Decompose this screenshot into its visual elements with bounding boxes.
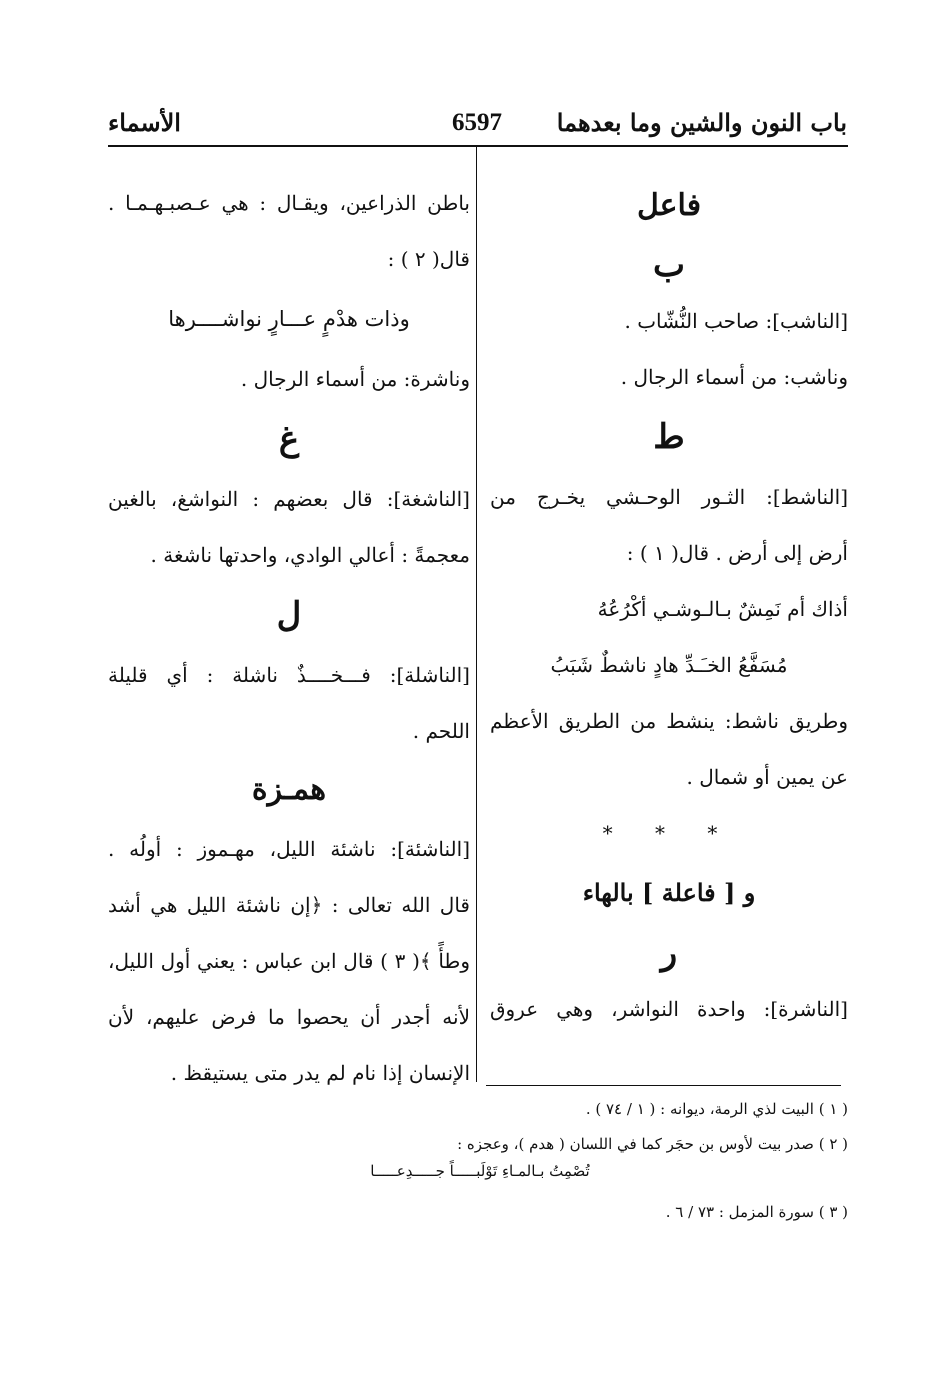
verse-line: مُسَفَّعُ الخـَـدِّ هادٍ ناشطٌ شَبَبُ [550, 653, 788, 677]
entry-nashit-line: أرض إلى أرض . قال( ١ ) : [626, 541, 848, 565]
separator-stars: * * * [602, 821, 736, 845]
entry-nashila-line: اللحم . [412, 719, 470, 743]
entry-nashia-line: قال الله تعالى : ﴿إن ناشئة الليل هي أشد [108, 893, 470, 917]
footnote-1: ( ١ ) البيت لذي الرمة، ديوانه : ( ١ / ٧٤ ) . [585, 1100, 848, 1118]
letter-heading-lam: ل [276, 595, 302, 635]
entry-nashira-cont: باطن الذراعين، ويقـال : هي عـصبـهـمـا . [108, 191, 470, 215]
entry-tariq-line: عن يمين أو شمال . [686, 765, 848, 789]
section-title: الأسماء [108, 108, 181, 137]
verse-line: أذاك أم نَمِشٌ بـالـوشـي أكْرُعُهُ [597, 597, 848, 621]
hamza-heading: همـزة [251, 772, 327, 807]
qala-line: قال( ٢ ) : [387, 247, 470, 271]
entry-nashira-line: [الناشرة]: واحدة النواشر، وهي عروق [490, 997, 848, 1021]
page-number: 6597 [452, 109, 502, 136]
entry-nashira-name: وناشرة: من أسماء الرجال . [240, 367, 470, 391]
entry-nashia-line: [الناشئة]: ناشئة الليل، مهـموز : أولُه . [108, 837, 470, 861]
footnote-rule [486, 1085, 841, 1086]
entry-nashib-name: وناشب: من أسماء الرجال . [620, 365, 848, 389]
left-column [108, 175, 470, 1101]
pattern-heading: فاعل [636, 188, 702, 223]
entry-nashia-line: لأنه أجدر أن يحصوا ما فرض عليهم، لأن [108, 1005, 470, 1029]
letter-heading-ta: ط [653, 417, 685, 457]
chapter-title: باب النون والشين وما بعدهما [556, 108, 847, 137]
header-rule [108, 145, 848, 147]
column-divider [476, 147, 477, 1082]
entry-nashit-line: [الناشط]: الثـور الوحـشي يخـرج من [490, 485, 848, 509]
entry-nashia-line: الإنسان إذا نام لم يدر متى يستيقظ . [170, 1061, 470, 1085]
footnote-2: ( ٢ ) صدر بيت لأوس بن حجَر كما في اللسان ( هدم )، وعجزه : [457, 1135, 848, 1153]
footnote-2-verse: تُصْمِتُ بـالمـاءِ تَوْلَبـــــاً جـــــدِعـــــا [370, 1162, 590, 1180]
entry-nashia-line: وطأً ﴾( ٣ ) قال ابن عباس : يعني أول الليل، [108, 949, 470, 973]
section-heading: و [ فاعلة ] بالهاء [582, 878, 756, 907]
letter-heading-ba: ب [652, 245, 685, 285]
letter-heading-ra: ر [660, 933, 678, 973]
entry-nashib: [الناشب]: صاحب النُّشّاب . [624, 309, 848, 333]
letter-heading-ghain: غ [278, 419, 300, 459]
footnote-3: ( ٣ ) سورة المزمل : ٧٣ / ٦ . [665, 1203, 848, 1221]
right-column [490, 175, 848, 1037]
entry-nashila-line: [الناشلة]: فـــخــــذٌ ناشلة : أي قليلة [108, 663, 470, 687]
entry-nashigha-line: معجمةً : أعالي الوادي، واحدتها ناشغة . [150, 543, 470, 567]
entry-nashigha-line: [الناشغة]: قال بعضهم : النواشغ، بالغين [108, 487, 470, 511]
entry-tariq-line: وطريق ناشط: ينشط من الطريق الأعظم [490, 709, 848, 733]
verse-line: وذات هدْمٍ عـــارٍ نواشــــرها [168, 307, 410, 331]
